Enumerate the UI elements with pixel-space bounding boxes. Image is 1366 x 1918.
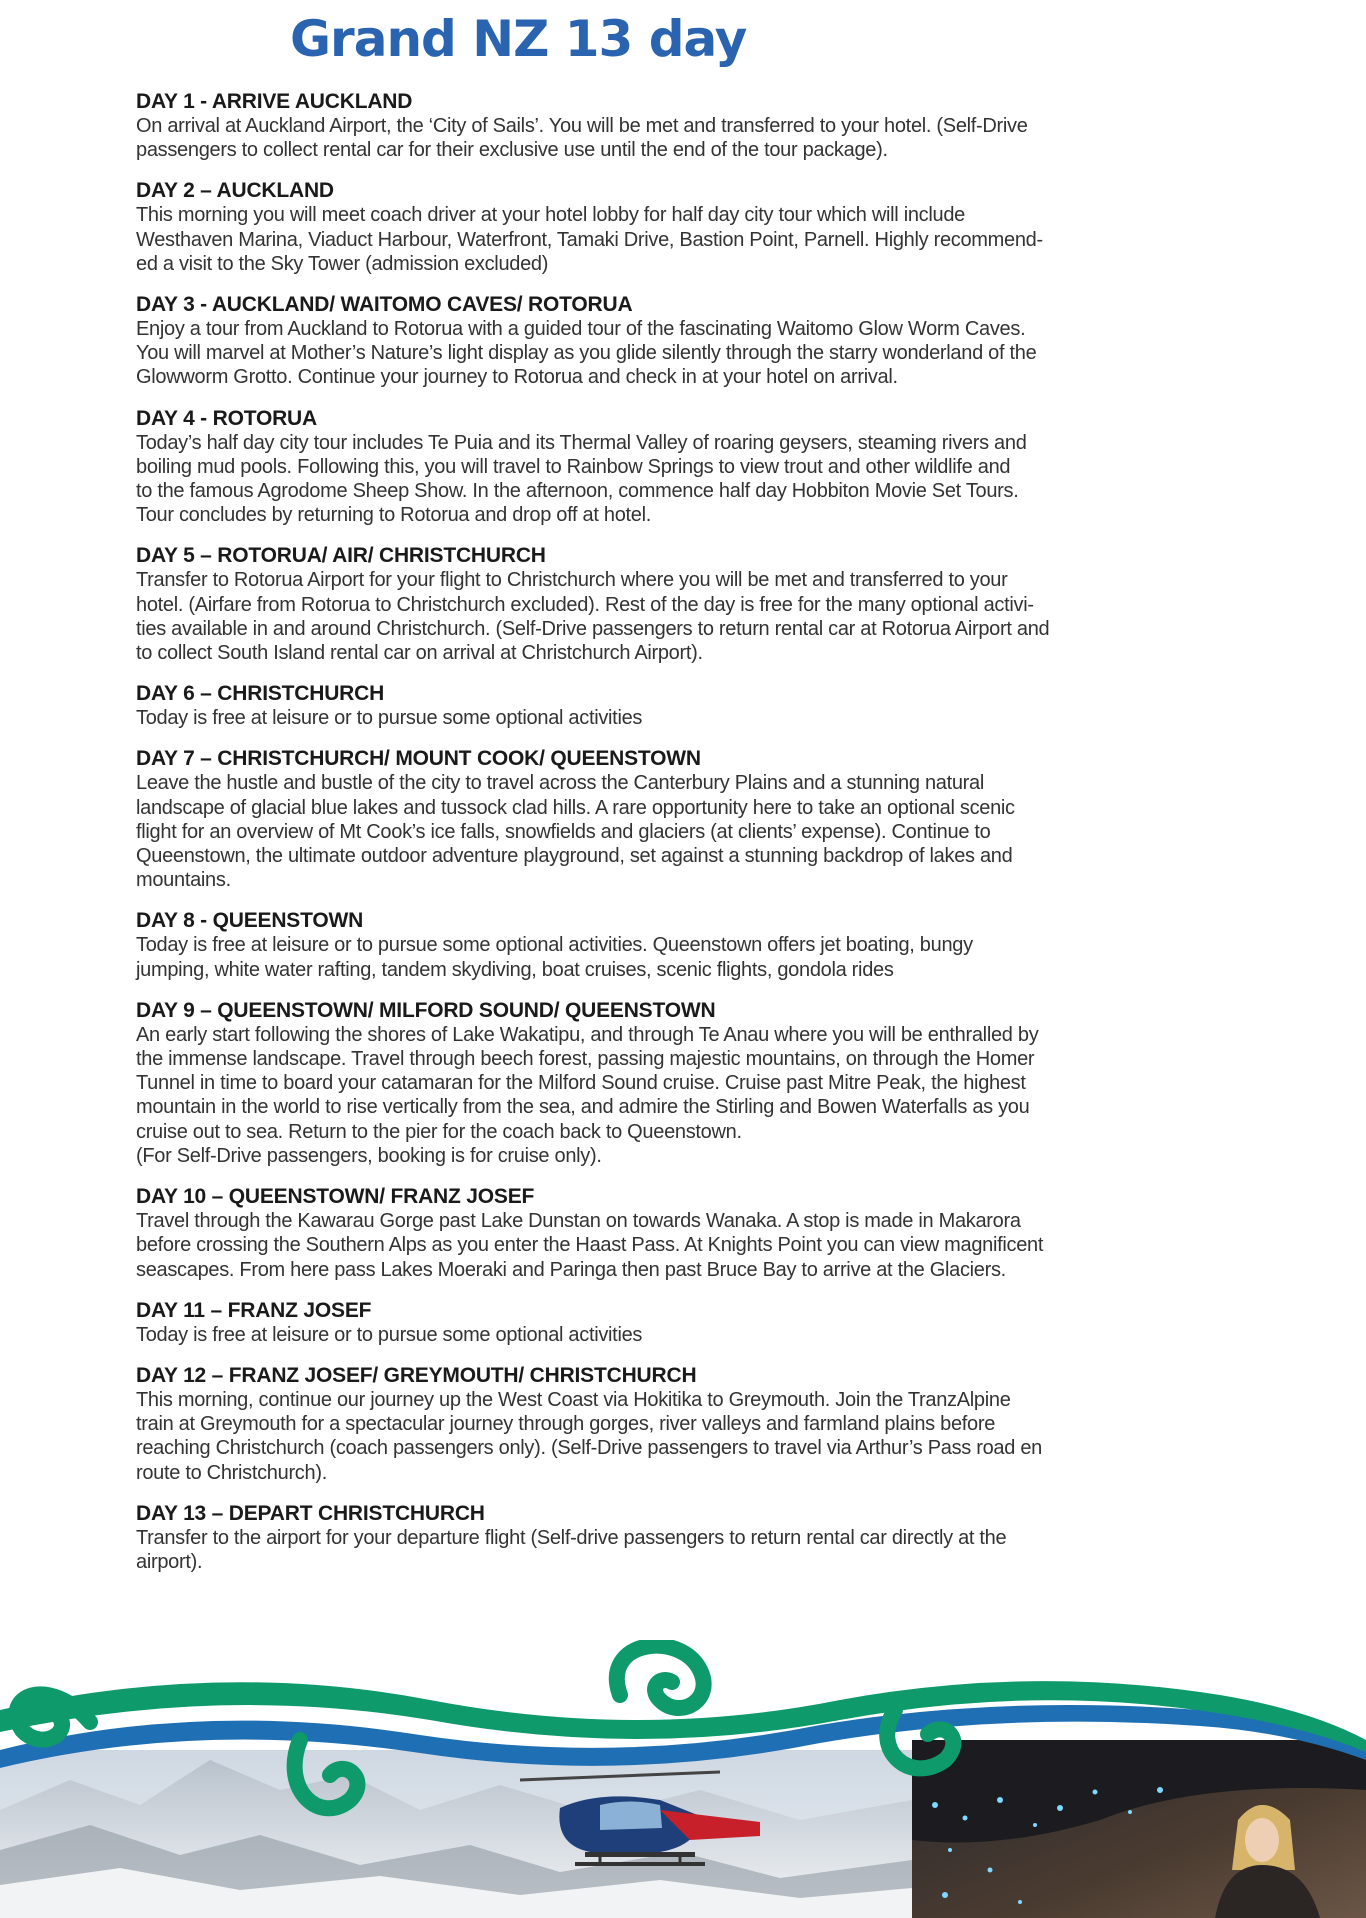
description-line: route to Christchurch). bbox=[136, 1461, 327, 1484]
day-heading: DAY 9 – QUEENSTOWN/ MILFORD SOUND/ QUEENSTOWN bbox=[136, 998, 716, 1022]
footer-banner bbox=[0, 1640, 1366, 1918]
day-section bbox=[136, 179, 1236, 276]
page-title: Grand NZ 13 day bbox=[290, 10, 747, 68]
day-description bbox=[136, 706, 1236, 730]
description-line: On arrival at Auckland Airport, the ‘City of Sails’. You will be met and transferred to your hotel. (Self-Drive bbox=[136, 115, 1028, 137]
description-line: ties available in and around Christchurch. (Self-Drive passengers to return rental car at Rotorua Airport and bbox=[136, 617, 1050, 640]
day-section bbox=[136, 544, 1236, 665]
day-heading: DAY 2 – AUCKLAND bbox=[136, 179, 334, 203]
day-heading: DAY 5 – ROTORUA/ AIR/ CHRISTCHURCH bbox=[136, 544, 546, 568]
description-line: Travel through the Kawarau Gorge past Lake Dunstan on towards Wanaka. A stop is made in Makarora bbox=[136, 1210, 1021, 1233]
day-section bbox=[136, 1364, 1236, 1485]
day-description bbox=[136, 933, 1236, 981]
description-line: mountain in the world to rise vertically from the sea, and admire the Stirling and Bowen Waterfalls as you bbox=[136, 1096, 1030, 1119]
description-line: reaching Christchurch (coach passengers only). (Self-Drive passengers to travel via Arthur’s Pass road en bbox=[136, 1437, 1042, 1460]
day-section bbox=[136, 1299, 1236, 1347]
description-line: Westhaven Marina, Viaduct Harbour, Waterfront, Tamaki Drive, Bastion Point, Parnell. Highly recommend- bbox=[136, 228, 1043, 251]
day-description bbox=[136, 114, 1236, 162]
description-line: Today is free at leisure or to pursue some optional activities bbox=[136, 707, 643, 730]
day-description bbox=[136, 1209, 1236, 1282]
description-line: cruise out to sea. Return to the pier for the coach back to Queenstown. bbox=[136, 1120, 742, 1143]
description-line: An early start following the shores of Lake Wakatipu, and through Te Anau where you will be enthralled by bbox=[136, 1023, 1039, 1046]
day-heading: DAY 3 - AUCKLAND/ WAITOMO CAVES/ ROTORUA bbox=[136, 293, 633, 317]
description-line: Transfer to the airport for your departure flight (Self-drive passengers to return rental car directly at the bbox=[136, 1526, 1007, 1549]
description-line: Tunnel in time to board your catamaran for the Milford Sound cruise. Cruise past Mitre Peak, the highest bbox=[136, 1072, 1026, 1095]
description-line: mountains. bbox=[136, 869, 231, 892]
description-line: Glowworm Grotto. Continue your journey to Rotorua and check in at your hotel on arrival. bbox=[136, 366, 898, 389]
description-line: Enjoy a tour from Auckland to Rotorua with a guided tour of the fascinating Waitomo Glow Worm Caves. bbox=[136, 318, 1026, 341]
day-section bbox=[136, 293, 1236, 390]
glowworm-cave-photo bbox=[912, 1740, 1366, 1918]
description-line: Today’s half day city tour includes Te Puia and its Thermal Valley of roaring geysers, steaming rivers and bbox=[136, 431, 1027, 454]
day-section bbox=[136, 999, 1236, 1168]
description-line: the immense landscape. Travel through beech forest, passing majestic mountains, on through the Homer bbox=[136, 1048, 1035, 1071]
description-line: This morning you will meet coach driver at your hotel lobby for half day city tour which will include bbox=[136, 204, 965, 227]
description-line: train at Greymouth for a spectacular journey through gorges, river valleys and farmland plains before bbox=[136, 1413, 996, 1436]
description-line: Today is free at leisure or to pursue some optional activities bbox=[136, 1323, 643, 1346]
day-section bbox=[136, 747, 1236, 892]
description-line: seascapes. From here pass Lakes Moeraki and Paringa then past Bruce Bay to arrive at the Glaciers. bbox=[136, 1258, 1006, 1281]
day-heading: DAY 12 – FRANZ JOSEF/ GREYMOUTH/ CHRISTCHURCH bbox=[136, 1363, 697, 1387]
day-heading: DAY 4 - ROTORUA bbox=[136, 406, 317, 430]
day-description bbox=[136, 771, 1236, 892]
day-heading: DAY 6 – CHRISTCHURCH bbox=[136, 682, 385, 706]
day-heading: DAY 13 – DEPART CHRISTCHURCH bbox=[136, 1501, 485, 1525]
day-heading: DAY 7 – CHRISTCHURCH/ MOUNT COOK/ QUEENSTOWN bbox=[136, 747, 701, 771]
description-line: jumping, white water rafting, tandem skydiving, boat cruises, scenic flights, gondola rides bbox=[136, 958, 894, 981]
day-section bbox=[136, 407, 1236, 528]
itinerary bbox=[136, 90, 1236, 1591]
description-line: hotel. (Airfare from Rotorua to Christchurch excluded). Rest of the day is free for the many optional activi- bbox=[136, 593, 1034, 616]
day-heading: DAY 11 – FRANZ JOSEF bbox=[136, 1298, 372, 1322]
day-description bbox=[136, 317, 1236, 390]
description-line: flight for an overview of Mt Cook’s ice falls, snowfields and glaciers (at clients’ expense). Continue to bbox=[136, 820, 991, 843]
description-line: passengers to collect rental car for their exclusive use until the end of the tour package). bbox=[136, 139, 888, 162]
day-description bbox=[136, 431, 1236, 528]
day-section bbox=[136, 1502, 1236, 1574]
description-line: (For Self-Drive passengers, booking is for cruise only). bbox=[136, 1144, 602, 1167]
day-heading: DAY 1 - ARRIVE AUCKLAND bbox=[136, 90, 413, 113]
day-section bbox=[136, 90, 1236, 162]
day-heading: DAY 10 – QUEENSTOWN/ FRANZ JOSEF bbox=[136, 1185, 535, 1209]
description-line: to collect South Island rental car on arrival at Christchurch Airport). bbox=[136, 642, 703, 665]
day-description bbox=[136, 1526, 1236, 1574]
description-line: to the famous Agrodome Sheep Show. In the afternoon, commence half day Hobbiton Movie Set Tours. bbox=[136, 480, 1019, 503]
day-section bbox=[136, 1185, 1236, 1282]
description-line: landscape of glacial blue lakes and tussock clad hills. A rare opportunity here to take an optional scenic bbox=[136, 796, 1015, 819]
day-description bbox=[136, 568, 1236, 665]
description-line: You will marvel at Mother’s Nature’s light display as you glide silently through the starry wonderland of the bbox=[136, 342, 1037, 365]
day-section bbox=[136, 909, 1236, 981]
description-line: boiling mud pools. Following this, you will travel to Rainbow Springs to view trout and other wildlife and bbox=[136, 455, 1011, 478]
description-line: Transfer to Rotorua Airport for your flight to Christchurch where you will be met and transferred to your bbox=[136, 569, 1008, 592]
description-line: airport). bbox=[136, 1550, 203, 1573]
day-description bbox=[136, 1023, 1236, 1168]
description-line: This morning, continue our journey up the West Coast via Hokitika to Greymouth. Join the TranzAlpine bbox=[136, 1388, 1011, 1411]
description-line: ed a visit to the Sky Tower (admission excluded) bbox=[136, 252, 549, 275]
day-section bbox=[136, 682, 1236, 730]
day-description bbox=[136, 1388, 1236, 1485]
description-line: Queenstown, the ultimate outdoor adventure playground, set against a stunning backdrop of lakes and bbox=[136, 845, 1013, 868]
day-description bbox=[136, 1323, 1236, 1347]
description-line: Tour concludes by returning to Rotorua and drop off at hotel. bbox=[136, 504, 652, 527]
description-line: Today is free at leisure or to pursue some optional activities. Queenstown offers jet boating, bungy bbox=[136, 934, 973, 957]
description-line: before crossing the Southern Alps as you enter the Haast Pass. At Knights Point you can view magnificent bbox=[136, 1234, 1044, 1257]
description-line: Leave the hustle and bustle of the city to travel across the Canterbury Plains and a stunning natural bbox=[136, 772, 985, 795]
day-heading: DAY 8 - QUEENSTOWN bbox=[136, 909, 364, 933]
mountain-helicopter-photo bbox=[0, 1750, 912, 1918]
day-description bbox=[136, 203, 1236, 276]
